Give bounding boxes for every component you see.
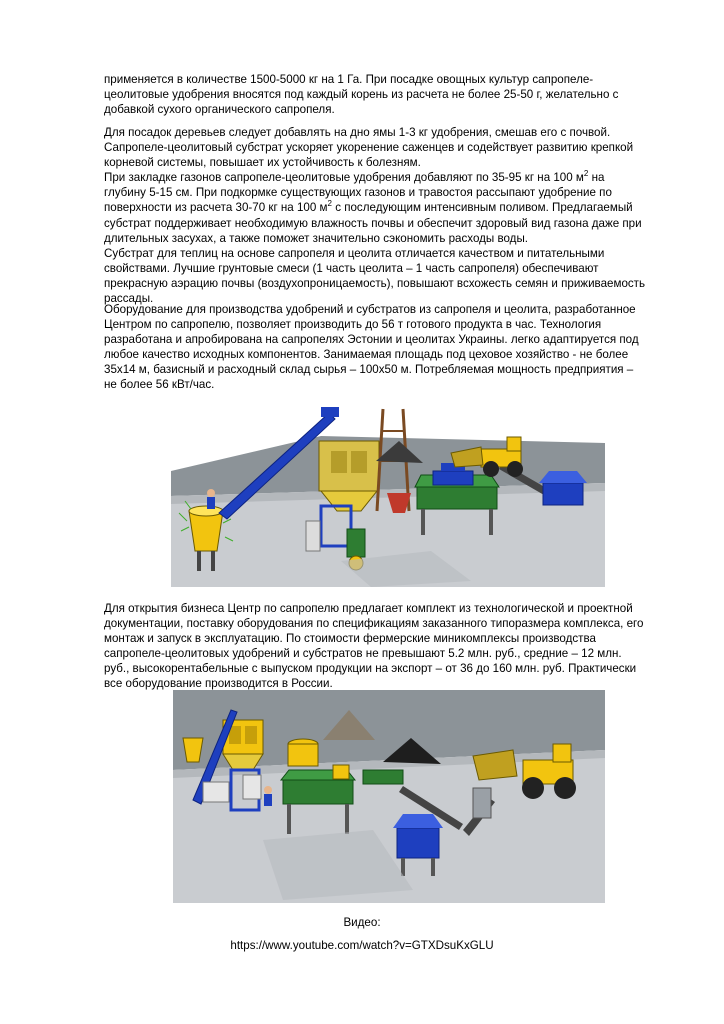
equipment-illustration-1 bbox=[171, 401, 605, 587]
paragraph-text: Для посадок деревьев следует добавлять на дно ямы 1-3 кг удобрения, смешав его с почвой. Сапропеле-цеолитовый субстрат ускоряет укоренение саженцев и содействует развитию крепкой корневой системы, повышает их устойчивость к болезням. bbox=[104, 126, 634, 170]
video-label: Видео: bbox=[343, 916, 381, 929]
paragraph-business bbox=[104, 601, 648, 692]
equipment-illustration-2 bbox=[173, 690, 605, 903]
paragraph-text: Для открытия бизнеса Центр по сапропелю предлагает комплект из технологической и проектной документации, поставку оборудования по спецификациям заказанного типоразмера комплекса, его монтаж и запуск в эксплуатацию. По стоимости фермерские миникомплексы производства сапропеле-цеолитовых удобрений и субстратов не превышают 5.2 млн. руб., средние – 12 млн. руб., высокорентабельные с выпуском продукции на экспорт – от 36 до 160 млн. руб. Практически все оборудование производится в России. bbox=[104, 602, 644, 691]
video-link[interactable]: https://www.youtube.com/watch?v=GTXDsuKxGLU bbox=[230, 939, 494, 952]
paragraph-lead bbox=[104, 72, 648, 117]
paragraph-text: применяется в количестве 1500-5000 кг на 1 Га. При посадке овощных культур сапропеле-цеолитовые удобрения вносятся под каждый корень из расчета не более 25-50 г, желательно с добавкой сухого органического сапропеля. bbox=[104, 73, 619, 117]
paragraph-text: Оборудование для производства удобрений и субстратов из сапропеля и цеолита, разработанное Центром по сапропелю, позволяет производить до 56 т готового продукта в час. Технология разработана и апробирована на сапропелях Эстонии и цеолитах Украины. легко адаптируется под любое качество исходных компонентов. Занимаемая площадь под цеховое хозяйство - не более 35х14 м, базисный и расходный склад сырья – 100х50 м. Потребляемая мощность предприятия – не более 56 кВт/час. bbox=[104, 303, 639, 392]
paragraph-greenhouse: Субстрат для теплиц на основе сапропеля и цеолита отличается качеством и питательными свойствами. Лучшие грунтовые смеси (1 часть цеолита – 1 часть сапропеля) обеспечивают прекрасную аэрацию почвы (воздухопроницаемость), повышают всхожесть семян и приживаемость рассады. bbox=[104, 246, 646, 306]
paragraph-trees bbox=[104, 125, 648, 306]
paragraph-equipment bbox=[104, 302, 648, 393]
paragraph-lawns: При закладке газонов сапропеле-цеолитовые удобрения добавляют по 35-95 кг на 100 $м^2$ на глубину 5-15 см. При подкормке существующих газонов и травостоя рассыпают удобрение по поверхности из расчета 30-70 кг на 100 $м^2$ с последующим интенсивным поливом. Предлагаемый субстрат поддерживает необходимую влажность почвы и обеспечит здоровый вид газона даже при длительных засухах, а также поможет значительно сэкономить расходы воды. bbox=[104, 169, 642, 245]
